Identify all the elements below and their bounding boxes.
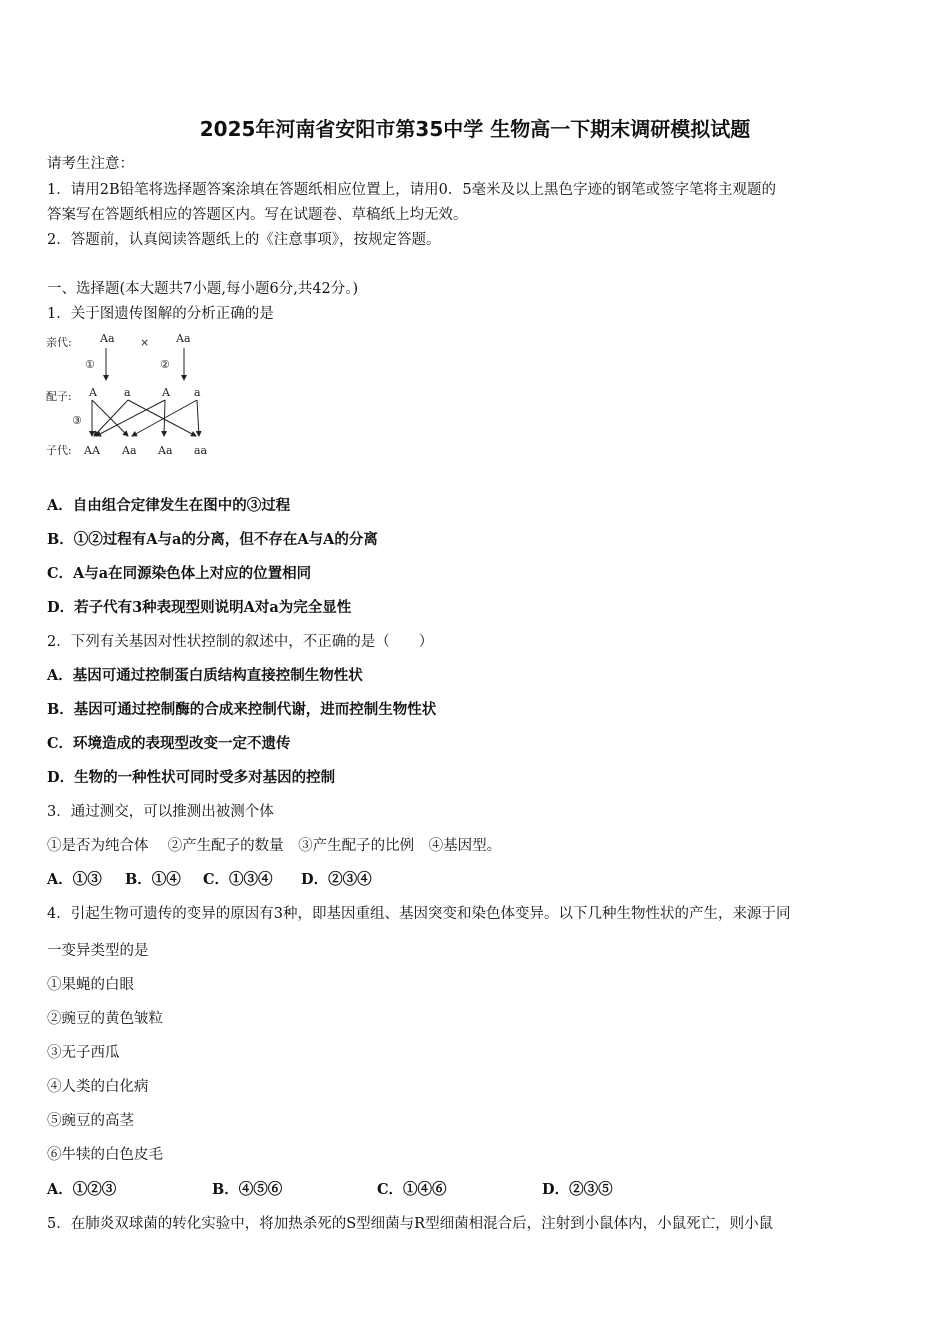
cross-symbol: ×: [140, 336, 150, 349]
offspring-1: AA: [84, 444, 100, 457]
q2-option-a: A．基因可通过控制蛋白质结构直接控制生物性状: [47, 667, 363, 684]
q3-option-c: C．①③④: [203, 871, 273, 888]
q4-item-5: ⑤豌豆的高茎: [47, 1113, 134, 1129]
q1-option-d: D．若子代有3种表现型则说明A对a为完全显性: [47, 599, 352, 616]
q4-stem-line-2: 一变异类型的是: [47, 943, 149, 959]
q4-item-2: ②豌豆的黄色皱粒: [47, 1011, 163, 1027]
q5-stem-line-1: 5．在肺炎双球菌的转化实验中，将加热杀死的S型细菌与R型细菌相混合后，注射到小鼠体内，小鼠死亡，则小鼠: [47, 1216, 774, 1232]
q3-options: [47, 868, 372, 889]
notice-item-1-line-2: 答案写在答题纸相应的答题区内。写在试题卷、草稿纸上均无效。: [47, 207, 468, 223]
parent-1: Aa: [100, 332, 115, 345]
q3-stem: 3．通过测交，可以推测出被测个体: [47, 804, 274, 820]
offspring-3: Aa: [158, 444, 173, 457]
gamete-4: a: [194, 386, 201, 399]
q3-option-a: A．①③: [47, 871, 102, 888]
q4-option-c: C．①④⑥: [377, 1181, 447, 1198]
q2-stem: 2．下列有关基因对性状控制的叙述中，不正确的是（ ）: [47, 634, 434, 650]
parent-2: Aa: [176, 332, 191, 345]
fertilization-lines: [92, 400, 199, 436]
gamete-2: a: [124, 386, 131, 399]
q4-option-d: D．②③⑤: [542, 1181, 613, 1198]
gamete-label: 配子:: [46, 390, 72, 403]
genetic-cross-diagram: [44, 328, 219, 464]
gamete-3: A: [162, 386, 170, 399]
q1-option-a: A．自由组合定律发生在图中的③过程: [47, 497, 291, 514]
notice-item-2: 2．答题前，认真阅读答题纸上的《注意事项》，按规定答题。: [47, 232, 441, 248]
q4-item-3: ③无子西瓜: [47, 1045, 120, 1061]
q1-stem: 1．关于图遗传图解的分析正确的是: [47, 306, 274, 322]
step-2: ②: [160, 358, 170, 371]
q4-item-4: ④人类的白化病: [47, 1079, 149, 1095]
q4-option-b: B．④⑤⑥: [212, 1181, 283, 1198]
parent-label: 亲代:: [46, 336, 72, 349]
offspring-2: Aa: [122, 444, 137, 457]
q4-options: [47, 1178, 613, 1199]
offspring-4: aa: [194, 444, 208, 457]
q2-option-c: C．环境造成的表现型改变一定不遗传: [47, 735, 291, 752]
q3-option-d: D．②③④: [301, 871, 372, 888]
step-3: ③: [72, 414, 82, 427]
q4-stem-line-1: 4．引起生物可遗传的变异的原因有3种，即基因重组、基因突变和染色体变异。以下几种生物性状的产生，来源于同: [47, 906, 791, 922]
q4-option-a: A．①②③: [47, 1181, 117, 1198]
notice-item-1-line-1: 1．请用2B铅笔将选择题答案涂填在答题纸相应位置上，请用0．5毫米及以上黑色字迹的钢笔或签字笔将主观题的: [47, 182, 777, 198]
q4-item-1: ①果蝇的白眼: [47, 977, 134, 993]
q2-option-d: D．生物的一种性状可同时受多对基因的控制: [47, 769, 336, 786]
q2-option-b: B．基因可通过控制酶的合成来控制代谢，进而控制生物性状: [47, 701, 437, 718]
q3-option-b: B．①④: [125, 871, 181, 888]
gamete-1: A: [89, 386, 97, 399]
q4-item-6: ⑥牛犊的白色皮毛: [47, 1147, 163, 1163]
notice-heading: 请考生注意：: [47, 156, 134, 172]
offspring-label: 子代:: [46, 444, 72, 457]
q3-items: ①是否为纯合体 ②产生配子的数量 ③产生配子的比例 ④基因型。: [47, 838, 502, 854]
page-title: 2025年河南省安阳市第35中学 生物高一下期末调研模拟试题: [199, 117, 751, 141]
q1-option-b: B．①②过程有A与a的分离，但不存在A与A的分离: [47, 531, 378, 548]
section-heading: 一、选择题(本大题共7小题,每小题6分,共42分。): [47, 281, 359, 297]
step-1: ①: [85, 358, 95, 371]
q1-option-c: C．A与a在同源染色体上对应的位置相同: [47, 565, 312, 582]
